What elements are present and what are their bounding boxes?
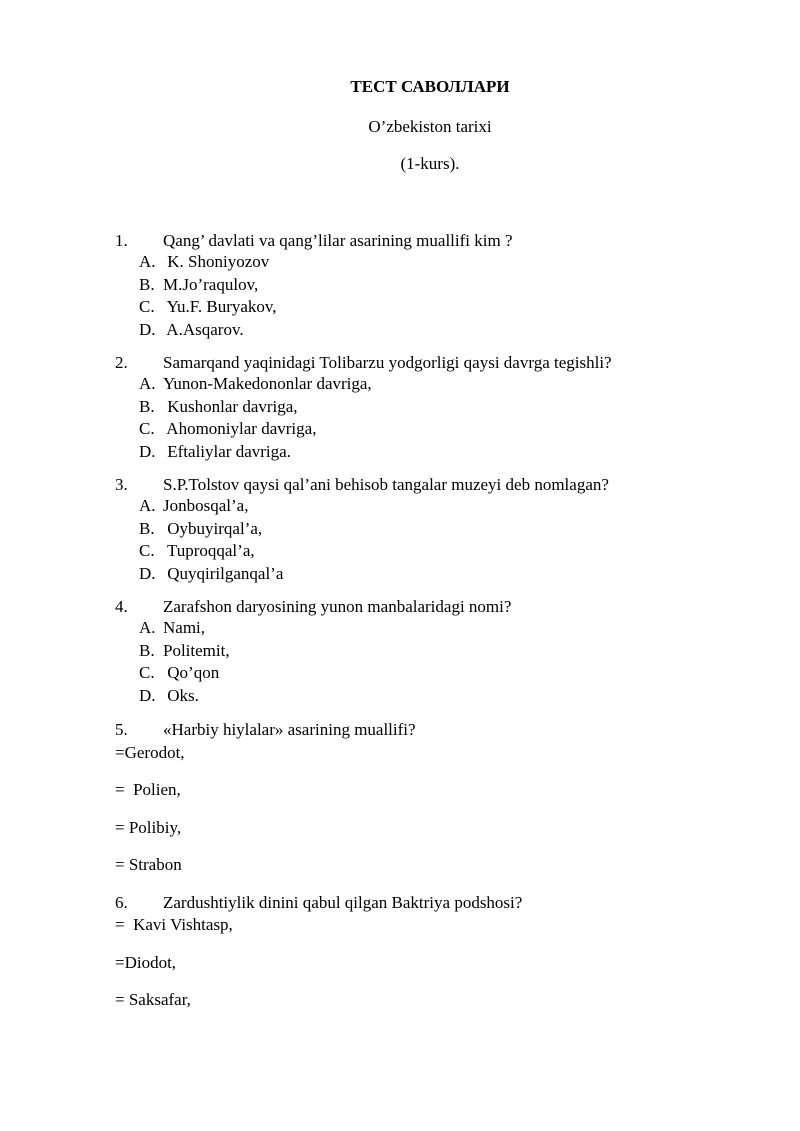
answer-option-d: D. A.Asqarov. <box>139 319 244 339</box>
question-text: Zarafshon daryosining yunon manbalaridagi nomi? <box>163 597 512 616</box>
question-number: 4. <box>115 597 128 616</box>
question-number: 6. <box>115 892 128 912</box>
answer-option-d: D. Quyqirilganqal’a <box>139 563 284 583</box>
answer-option: = Strabon <box>115 855 182 874</box>
question-3 <box>115 475 735 585</box>
answer-option-c: C. Tuproqqal’a, <box>139 541 255 560</box>
answer-option: = Saksafar, <box>115 990 191 1009</box>
question-text: Zardushtiylik dinini qabul qilgan Baktriya podshosi? <box>163 892 523 912</box>
question-number: 2. <box>115 353 128 372</box>
answer-option-c: C. Ahomoniylar davriga, <box>139 419 317 438</box>
answer-option-a: A. Jonbosqal’a, <box>139 496 249 515</box>
question-1 <box>115 231 735 341</box>
question-2 <box>115 353 735 463</box>
answer-option: = Polibiy, <box>115 817 182 837</box>
answer-option-a: A. Yunon-Makedononlar davriga, <box>139 374 372 393</box>
answer-option-d: D. Oks. <box>139 685 199 705</box>
question-text: S.P.Tolstov qaysi qal’ani behisob tangalar muzeyi deb nomlagan? <box>163 475 609 494</box>
question-text: Samarqand yaqinidagi Tolibarzu yodgorligi qaysi davrga tegishli? <box>163 353 612 372</box>
question-5 <box>115 719 735 877</box>
question-4 <box>115 597 735 707</box>
answer-option: = Polien, <box>115 780 181 799</box>
question-number: 1. <box>115 231 128 250</box>
question-text: «Harbiy hiylalar» asarining muallifi? <box>163 720 416 739</box>
course-label: (1-kurs). <box>400 154 460 173</box>
answer-option-a: A. K. Shoniyozov <box>139 252 270 271</box>
answer-option-b: B. Kushonlar davriga, <box>139 396 298 416</box>
answer-option-c: C. Qo’qon <box>139 663 220 682</box>
answer-option: =Diodot, <box>115 952 177 972</box>
answer-option-b: B. Politemit, <box>139 640 230 660</box>
answer-option: = Kavi Vishtasp, <box>115 915 233 934</box>
question-text: Qang’ davlati va qang’lilar asarining muallifi kim ? <box>163 231 513 250</box>
answer-option-b: B. Oybuyirqal’a, <box>139 518 263 538</box>
answer-option-d: D. Eftaliylar davriga. <box>139 441 291 461</box>
question-list <box>115 231 735 1027</box>
subject-title: O’zbekiston tarixi <box>368 117 492 136</box>
answer-option-c: C. Yu.F. Buryakov, <box>139 297 277 316</box>
answer-option-b: B. M.Jo’raqulov, <box>139 274 259 294</box>
question-6 <box>115 892 735 1012</box>
answer-option: =Gerodot, <box>115 742 185 762</box>
question-number: 5. <box>115 720 128 739</box>
page-title: ТЕСТ САВОЛЛАРИ <box>350 77 510 96</box>
answer-option-a: A. Nami, <box>139 618 206 637</box>
question-number: 3. <box>115 475 128 494</box>
